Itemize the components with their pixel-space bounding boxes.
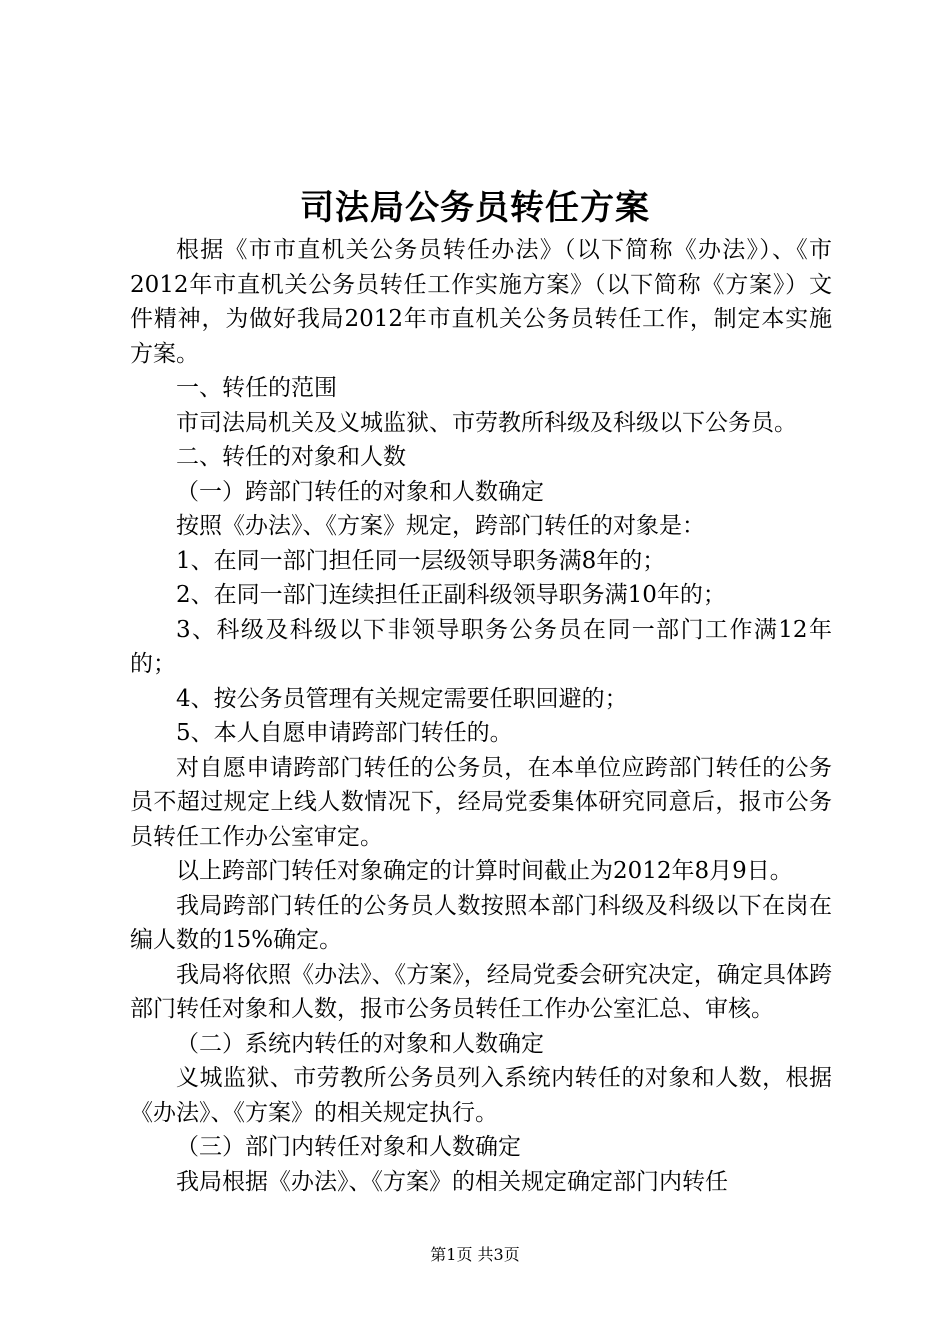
- paragraph: 我局将依照《办法》、《方案》，经局党委会研究决定，确定具体跨部门转任对象和人数，报市公务员转任工作办公室汇总、审核。: [130, 961, 832, 1022]
- subsection-heading: （三）部门内转任对象和人数确定: [176, 1134, 521, 1160]
- paragraph: 以上跨部门转任对象确定的计算时间截止为2012年8月9日。: [176, 858, 793, 884]
- list-item: 3、科级及科级以下非领导职务公务员在同一部门工作满12年的；: [130, 616, 832, 677]
- paragraph: 对自愿申请跨部门转任的公务员，在本单位应跨部门转任的公务员不超过规定上线人数情况下，经局党委集体研究同意后，报市公务员转任工作办公室审定。: [130, 754, 832, 850]
- subsection-heading: （二）系统内转任的对象和人数确定: [176, 1030, 544, 1057]
- section-heading: 二、转任的对象和人数: [176, 444, 406, 470]
- list-item: 1、在同一部门担任同一层级领导职务满8年的；: [176, 547, 666, 574]
- section-heading: 一、转任的范围: [176, 375, 337, 401]
- list-item: 5、本人自愿申请跨部门转任的。: [176, 720, 513, 746]
- list-item: 2、在同一部门连续担任正副科级领导职务满10年的；: [176, 582, 726, 608]
- paragraph: 按照《办法》、《方案》规定，跨部门转任的对象是：: [176, 513, 705, 539]
- paragraph: 义城监狱、市劳教所公务员列入系统内转任的对象和人数，根据《办法》、《方案》的相关规定执行。: [130, 1065, 832, 1126]
- list-item: 4、按公务员管理有关规定需要任职回避的；: [176, 685, 628, 712]
- paragraph: 市司法局机关及义城监狱、市劳教所科级及科级以下公务员。: [176, 409, 797, 436]
- paragraph: 我局根据《办法》、《方案》的相关规定确定部门内转任: [176, 1168, 728, 1195]
- page-footer: 第1页 共3页: [430, 1245, 520, 1264]
- document-body: [130, 233, 832, 1199]
- document-title: 司法局公务员转任方案: [300, 188, 650, 228]
- paragraph: 根据《市市直机关公务员转任办法》（以下简称《办法》）、《市2012年市直机关公务员转任工作实施方案》（以下简称《方案》）文件精神，为做好我局2012年市直机关公务员转任工作，制定本实施方案。: [130, 237, 832, 367]
- subsection-heading: （一）跨部门转任的对象和人数确定: [176, 478, 544, 505]
- paragraph: 我局跨部门转任的公务员人数按照本部门科级及科级以下在岗在编人数的15%确定。: [130, 892, 832, 953]
